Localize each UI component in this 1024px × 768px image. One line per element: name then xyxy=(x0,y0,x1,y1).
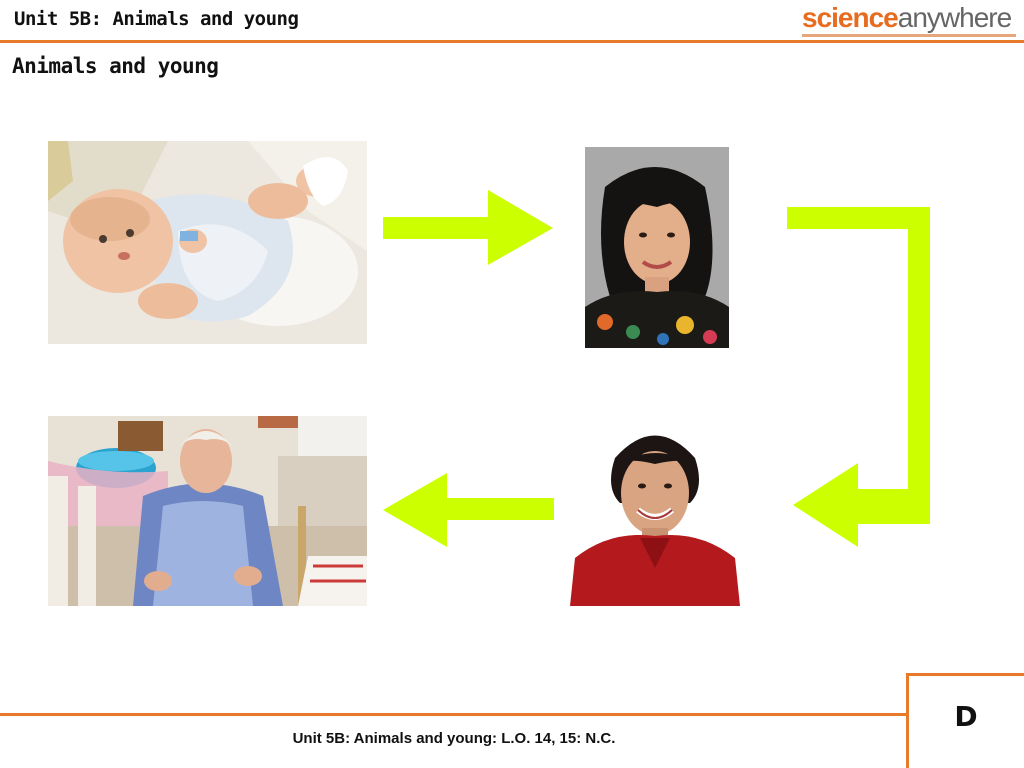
arrow-right xyxy=(383,190,553,265)
footer-divider xyxy=(0,713,908,716)
logo-science: science xyxy=(802,2,898,33)
footer-text: Unit 5B: Animals and young: L.O. 14, 15: N.C. xyxy=(292,730,616,747)
badge-box-top-edge xyxy=(906,673,1024,676)
logo-anywhere: anywhere xyxy=(897,2,1012,33)
level-badge: D xyxy=(954,700,978,733)
header-title: Unit 5B: Animals and young xyxy=(14,8,299,30)
badge-box-left-edge xyxy=(906,673,909,768)
arrow-left xyxy=(383,473,554,547)
slide-title: Animals and young xyxy=(12,54,219,78)
arrow-down-left-elbow xyxy=(787,207,930,547)
